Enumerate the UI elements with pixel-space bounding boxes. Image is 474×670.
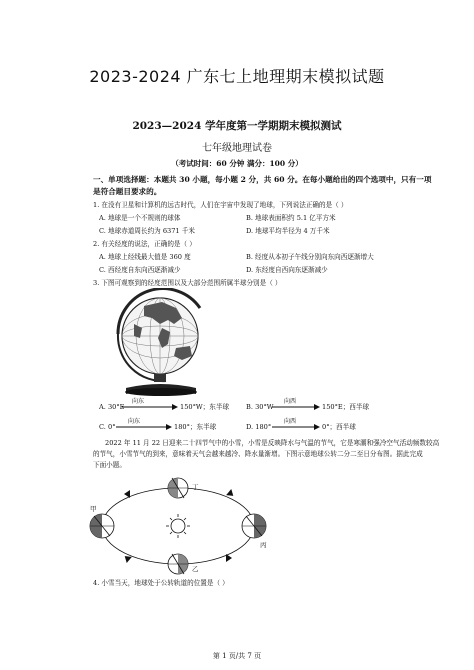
- q2-option-d: D. 东经度自西向东逐渐减少: [246, 266, 328, 274]
- sun-icon: [166, 514, 190, 538]
- q3-a-letter: A.: [99, 403, 106, 411]
- q3-d-arrow: [270, 417, 320, 429]
- globe-illustration: [104, 288, 220, 400]
- q3-a-arrow: [120, 397, 178, 409]
- passage-line1: 2022 年 11 月 22 日迎来二十四节气中的小雪，小雪是反映降水与气温的节气，它是寒潮和强冷空气活动频数较高: [105, 439, 440, 447]
- passage: [93, 438, 440, 471]
- q2-stem: 2. 有关经度的说法，正确的是（ ）: [93, 240, 196, 248]
- q3-d-arrow-label: 向西: [284, 418, 297, 425]
- orbit-label-left: 甲: [90, 505, 97, 513]
- paper-meta: （考试时间：60 分钟 满分：100 分）: [171, 159, 303, 168]
- q3-stem: 3. 下图可观察到的经度范围以及大部分范围所属半球分别是（ ）: [93, 279, 282, 287]
- q3-b-arrow-label: 向西: [284, 398, 297, 405]
- q3-d-start: 180°: [255, 423, 272, 431]
- q3-option-d: [246, 422, 271, 432]
- orbit-label-right: 丙: [260, 541, 267, 549]
- q3-d-letter: D.: [246, 423, 254, 431]
- q4-stem: 4. 小雪当天，地球处于公转轨道的位置是（ ）: [93, 579, 229, 587]
- q1-option-d: D. 地球平均半径为 4 万千米: [246, 227, 330, 235]
- section-heading-line2: 是符合题目要求的。: [93, 187, 162, 196]
- q3-a-end: 150°W；东半球: [180, 403, 230, 411]
- q3-c-letter: C.: [99, 423, 106, 431]
- q1-option-a: A. 地球是一个不规则的球体: [99, 214, 181, 222]
- q2-option-b: B. 经度从本初子午线分别向东向西逐渐增大: [246, 253, 374, 261]
- orbit-diagram: [84, 476, 274, 576]
- passage-line3: 下面小题。: [93, 461, 126, 469]
- q3-c-end: 180°；东半球: [174, 423, 217, 431]
- q2-option-c: C. 西经度自东向西逐渐减少: [99, 266, 181, 274]
- q3-b-start: 30°W: [255, 403, 274, 411]
- q3-b-letter: B.: [246, 403, 253, 411]
- banner-title: 2023-2024 广东七上地理期末模拟试题: [89, 67, 385, 86]
- page-footer: 第 1 页/共 7 页: [212, 652, 262, 660]
- passage-line2: 的节气，小雪节气的到来，意味着天气会越来越冷、降水量渐增。下图示意地球公转二分二至日分布图。据此完成: [93, 450, 423, 458]
- q3-c-arrow: [114, 417, 172, 429]
- q3-a-start: 30°E: [107, 403, 125, 411]
- q1-stem: 1. 在没有卫星和计算机的远古时代，人们在宇宙中发现了地球，下列说法正确的是（ ）: [93, 201, 348, 209]
- q3-c-arrow-label: 向东: [128, 418, 141, 425]
- q3-c-start: 0°: [108, 423, 116, 431]
- orbit-label-top: 丁: [192, 483, 199, 491]
- q1-option-b: B. 地球表面积约 5.1 亿平方米: [246, 214, 336, 222]
- q2-option-a: A. 地球上经线最大值是 360 度: [99, 253, 191, 261]
- q3-d-end: 0°；西半球: [322, 423, 356, 431]
- q3-b-arrow: [270, 397, 320, 409]
- q1-option-c: C. 地球赤道周长约为 6371 千米: [99, 227, 195, 235]
- section-heading: [93, 174, 432, 198]
- orbit-label-bottom: 乙: [192, 565, 199, 573]
- section-heading-line1: 一、单项选择题：本题共 30 小题，每小题 2 分，共 60 分。在每小题给出的四个选项中，只有一项: [93, 175, 432, 184]
- paper-subtitle: 七年级地理试卷: [202, 143, 272, 154]
- paper-title: 2023—2024 学年度第一学期期末模拟测试: [132, 120, 342, 132]
- q3-b-end: 150°E；西半球: [322, 403, 370, 411]
- q3-a-arrow-label: 向东: [132, 398, 145, 405]
